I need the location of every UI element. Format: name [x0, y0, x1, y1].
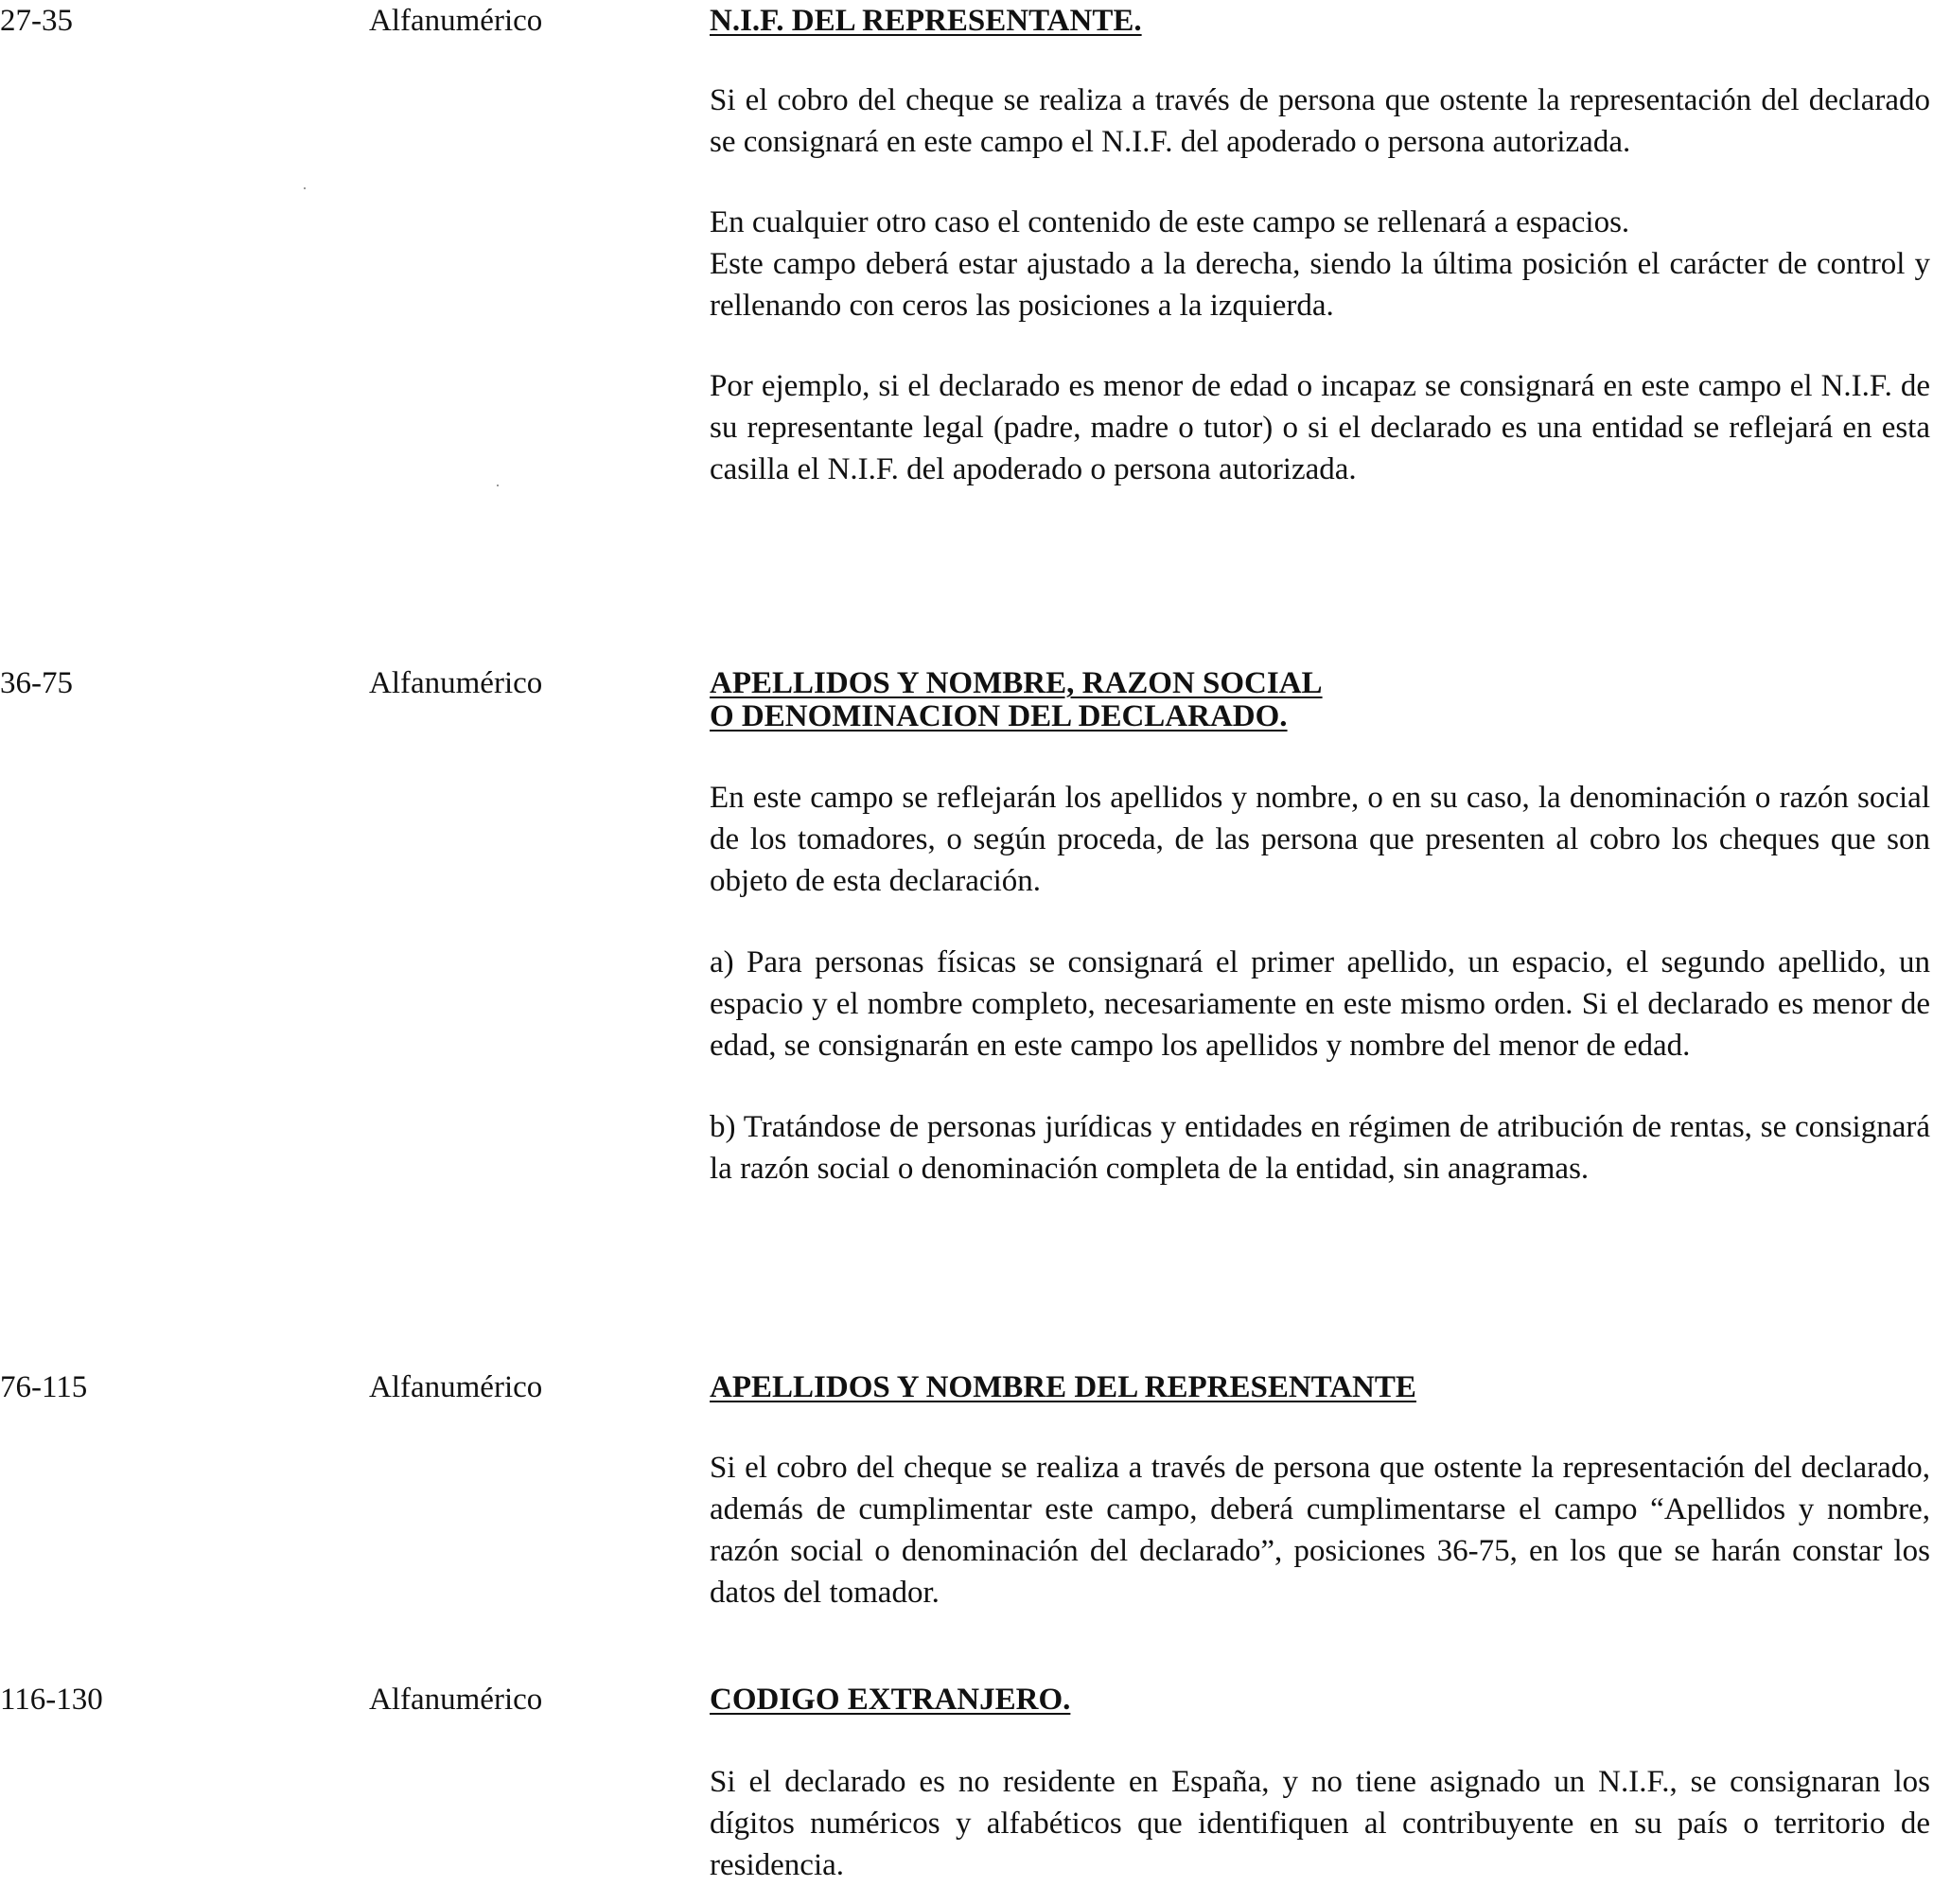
scan-speck — [497, 485, 499, 486]
field-position: 36-75 — [0, 666, 73, 700]
scan-speck — [304, 187, 306, 189]
field-paragraph: En cualquier otro caso el contenido de este campo se rellenará a espacios. — [710, 205, 1630, 239]
field-paragraph: Por ejemplo, si el declarado es menor de edad o incapaz se consignará en este campo el N.I.F. de su representante legal (padre, madre o tutor) o si el declarado es una entidad se reflejará en esta casilla el N.I.F. del apoderado o persona autorizada. — [710, 369, 1930, 486]
field-paragraph: a) Para personas físicas se consignará el primer apellido, un espacio, el segundo apellido, un espacio y el nombre completo, necesariamente en este mismo orden. Si el declarado es menor de edad, se consignarán en este campo los apellidos y nombre del menor de edad. — [710, 945, 1930, 1063]
field-type: Alfanumérico — [369, 1370, 543, 1404]
field-position: 76-115 — [0, 1370, 88, 1404]
field-title: N.I.F. DEL REPRESENTANTE. — [710, 4, 1142, 38]
field-paragraph: Este campo deberá estar ajustado a la derecha, siendo la última posición el carácter de control y rellenando con ceros las posiciones a la izquierda. — [710, 247, 1930, 323]
field-description — [710, 2, 1930, 490]
field-description — [710, 1681, 1930, 1886]
field-type: Alfanumérico — [369, 4, 543, 38]
field-paragraph: En este campo se reflejarán los apellidos y nombre, o en su caso, la denominación o razón social de los tomadores, o según proceda, de las persona que presenten al cobro los cheques que son objeto de esta declaración. — [710, 781, 1930, 898]
field-type: Alfanumérico — [369, 666, 543, 700]
field-title-line: APELLIDOS Y NOMBRE, RAZON SOCIAL — [710, 666, 1323, 700]
field-position: 116-130 — [0, 1683, 103, 1717]
field-title: CODIGO EXTRANJERO. — [710, 1683, 1071, 1717]
field-paragraph: b) Tratándose de personas jurídicas y entidades en régimen de atribución de rentas, se consignará la razón social o denominación completa de la entidad, sin anagramas. — [710, 1110, 1930, 1186]
field-title: APELLIDOS Y NOMBRE DEL REPRESENTANTE — [710, 1370, 1416, 1404]
field-paragraph: Si el cobro del cheque se realiza a través de persona que ostente la representación del declarado se consignará en este campo el N.I.F. del apoderado o persona autorizada. — [710, 83, 1930, 159]
field-title-line: O DENOMINACION DEL DECLARADO. — [710, 699, 1288, 733]
field-description — [710, 664, 1930, 1190]
field-type: Alfanumérico — [369, 1683, 543, 1717]
field-paragraph: Si el declarado es no residente en España, y no tiene asignado un N.I.F., se consignaran los dígitos numéricos y alfabéticos que identifiquen al contribuyente en su país o territorio de residencia. — [710, 1765, 1930, 1882]
field-position: 27-35 — [0, 4, 73, 38]
field-paragraph: Si el cobro del cheque se realiza a través de persona que ostente la representación del declarado, además de cumplimentar este campo, deberá cumplimentarse el campo “Apellidos y nombre, razón social o denominación del declarado”, posiciones 36-75, en los que se harán constar los datos del tomador. — [710, 1451, 1930, 1610]
field-description — [710, 1368, 1930, 1613]
